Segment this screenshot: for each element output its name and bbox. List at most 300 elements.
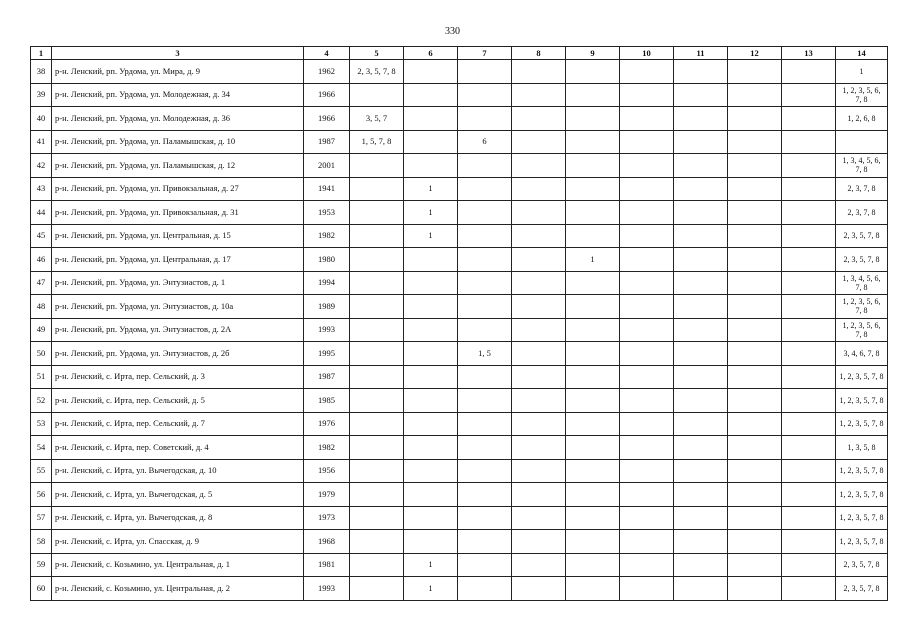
table-cell-col-14: 2, 3, 5, 7, 8 — [836, 553, 888, 577]
table-row — [31, 318, 888, 342]
table-cell-col-8 — [512, 177, 566, 201]
table-cell-col-9 — [566, 506, 620, 530]
table-cell-col-5 — [350, 436, 404, 460]
table-cell-col-8 — [512, 342, 566, 366]
table-row — [31, 412, 888, 436]
table-cell-col-11 — [674, 483, 728, 507]
table-cell-col-8 — [512, 412, 566, 436]
table-row — [31, 342, 888, 366]
table-cell-col-4: 1994 — [304, 271, 350, 295]
table-cell-col-1: 42 — [31, 154, 52, 178]
table-cell-col-3: р-н. Ленский, рп. Урдома, ул. Привокзальная, д. 27 — [52, 177, 304, 201]
table-cell-col-8 — [512, 295, 566, 319]
table-cell-col-6: 1 — [404, 553, 458, 577]
table-cell-col-5 — [350, 365, 404, 389]
table-cell-col-4: 1982 — [304, 436, 350, 460]
table-cell-col-11 — [674, 459, 728, 483]
table-cell-col-5 — [350, 224, 404, 248]
table-cell-col-14 — [836, 130, 888, 154]
table-cell-col-1: 40 — [31, 107, 52, 131]
table-cell-col-3: р-н. Ленский, рп. Урдома, ул. Энтузиастов, д. 1 — [52, 271, 304, 295]
table-cell-col-6: 1 — [404, 224, 458, 248]
table-row — [31, 60, 888, 84]
table-cell-col-9 — [566, 83, 620, 107]
table-cell-col-9 — [566, 201, 620, 225]
table-cell-col-14: 2, 3, 5, 7, 8 — [836, 248, 888, 272]
table-cell-col-5 — [350, 318, 404, 342]
table-cell-col-8 — [512, 389, 566, 413]
table-cell-col-6 — [404, 412, 458, 436]
table-cell-col-9 — [566, 107, 620, 131]
table-cell-col-8 — [512, 436, 566, 460]
table-cell-col-1: 44 — [31, 201, 52, 225]
table-row — [31, 295, 888, 319]
table-cell-col-4: 1968 — [304, 530, 350, 554]
table-cell-col-7 — [458, 412, 512, 436]
table-cell-col-10 — [620, 530, 674, 554]
table-cell-col-5: 1, 5, 7, 8 — [350, 130, 404, 154]
table-cell-col-14: 1, 2, 3, 5, 7, 8 — [836, 483, 888, 507]
table-cell-col-8 — [512, 553, 566, 577]
table-cell-col-1: 49 — [31, 318, 52, 342]
table-cell-col-11 — [674, 342, 728, 366]
table-cell-col-7 — [458, 389, 512, 413]
table-cell-col-13 — [782, 224, 836, 248]
table-cell-col-6 — [404, 342, 458, 366]
table-cell-col-4: 1989 — [304, 295, 350, 319]
table-cell-col-7 — [458, 506, 512, 530]
table-cell-col-13 — [782, 506, 836, 530]
table-cell-col-5 — [350, 459, 404, 483]
table-cell-col-8 — [512, 483, 566, 507]
table-cell-col-6 — [404, 483, 458, 507]
table-cell-col-9 — [566, 177, 620, 201]
table-cell-col-1: 53 — [31, 412, 52, 436]
table-cell-col-3: р-н. Ленский, с. Ирта, ул. Вычегодская, д. 10 — [52, 459, 304, 483]
table-cell-col-3: р-н. Ленский, с. Ирта, ул. Вычегодская, д. 5 — [52, 483, 304, 507]
table-cell-col-6: 1 — [404, 177, 458, 201]
table-cell-col-6 — [404, 318, 458, 342]
table-cell-col-9 — [566, 60, 620, 84]
table-cell-col-14: 1, 2, 3, 5, 6, 7, 8 — [836, 295, 888, 319]
table-row — [31, 224, 888, 248]
table-cell-col-7 — [458, 553, 512, 577]
table-cell-col-13 — [782, 295, 836, 319]
table-row — [31, 553, 888, 577]
table-cell-col-11 — [674, 318, 728, 342]
table-cell-col-6 — [404, 60, 458, 84]
page-number: 330 — [445, 26, 460, 37]
table-cell-col-10 — [620, 271, 674, 295]
table-cell-col-7: 1, 5 — [458, 342, 512, 366]
table-cell-col-6 — [404, 295, 458, 319]
column-header-7: 7 — [458, 47, 512, 60]
table-cell-col-13 — [782, 177, 836, 201]
table-cell-col-3: р-н. Ленский, с. Ирта, ул. Спасская, д. 9 — [52, 530, 304, 554]
column-header-11: 11 — [674, 47, 728, 60]
table-cell-col-5 — [350, 412, 404, 436]
table-cell-col-7 — [458, 271, 512, 295]
table-cell-col-12 — [728, 83, 782, 107]
table-cell-col-5 — [350, 342, 404, 366]
table-cell-col-8 — [512, 107, 566, 131]
table-cell-col-8 — [512, 154, 566, 178]
table-cell-col-5 — [350, 83, 404, 107]
table-header — [31, 47, 888, 60]
table-row — [31, 248, 888, 272]
table-cell-col-5 — [350, 506, 404, 530]
table-cell-col-13 — [782, 553, 836, 577]
table-cell-col-9: 1 — [566, 248, 620, 272]
table-cell-col-14: 1 — [836, 60, 888, 84]
table-cell-col-10 — [620, 154, 674, 178]
table-cell-col-4: 1956 — [304, 459, 350, 483]
table-cell-col-7 — [458, 201, 512, 225]
table-cell-col-12 — [728, 483, 782, 507]
table-cell-col-10 — [620, 248, 674, 272]
table-cell-col-14: 1, 2, 3, 5, 7, 8 — [836, 459, 888, 483]
table-cell-col-13 — [782, 318, 836, 342]
table-cell-col-1: 60 — [31, 577, 52, 601]
table-cell-col-13 — [782, 436, 836, 460]
table-cell-col-12 — [728, 530, 782, 554]
table-cell-col-11 — [674, 201, 728, 225]
table-cell-col-1: 48 — [31, 295, 52, 319]
table-cell-col-3: р-н. Ленский, рп. Урдома, ул. Паламышская, д. 10 — [52, 130, 304, 154]
table-cell-col-4: 1953 — [304, 201, 350, 225]
column-header-1: 1 — [31, 47, 52, 60]
table-row — [31, 530, 888, 554]
table-cell-col-8 — [512, 506, 566, 530]
table-cell-col-6 — [404, 389, 458, 413]
table-cell-col-12 — [728, 201, 782, 225]
table-cell-col-12 — [728, 318, 782, 342]
header-row — [31, 47, 888, 60]
table-cell-col-5 — [350, 177, 404, 201]
table-cell-col-8 — [512, 224, 566, 248]
table-cell-col-14: 2, 3, 7, 8 — [836, 177, 888, 201]
table-cell-col-12 — [728, 271, 782, 295]
table-cell-col-5 — [350, 389, 404, 413]
table-cell-col-10 — [620, 459, 674, 483]
table-cell-col-10 — [620, 177, 674, 201]
table-cell-col-14: 1, 2, 3, 5, 6, 7, 8 — [836, 83, 888, 107]
table-cell-col-11 — [674, 365, 728, 389]
table-cell-col-14: 2, 3, 5, 7, 8 — [836, 224, 888, 248]
column-header-5: 5 — [350, 47, 404, 60]
table-cell-col-1: 45 — [31, 224, 52, 248]
table-row — [31, 389, 888, 413]
table-cell-col-3: р-н. Ленский, рп. Урдома, ул. Паламышская, д. 12 — [52, 154, 304, 178]
table-cell-col-11 — [674, 530, 728, 554]
table-cell-col-1: 39 — [31, 83, 52, 107]
table-cell-col-4: 1995 — [304, 342, 350, 366]
table-cell-col-12 — [728, 342, 782, 366]
column-header-12: 12 — [728, 47, 782, 60]
table-cell-col-12 — [728, 459, 782, 483]
table-cell-col-4: 1941 — [304, 177, 350, 201]
table-cell-col-13 — [782, 107, 836, 131]
table-cell-col-7 — [458, 483, 512, 507]
table-cell-col-10 — [620, 83, 674, 107]
table-row — [31, 177, 888, 201]
table-cell-col-1: 54 — [31, 436, 52, 460]
table-cell-col-10 — [620, 436, 674, 460]
table-cell-col-9 — [566, 271, 620, 295]
column-header-3: 3 — [52, 47, 304, 60]
table-cell-col-6 — [404, 459, 458, 483]
table-cell-col-3: р-н. Ленский, с. Козьмино, ул. Центральная, д. 2 — [52, 577, 304, 601]
table-cell-col-4: 1973 — [304, 506, 350, 530]
table-cell-col-4: 1962 — [304, 60, 350, 84]
table-cell-col-1: 51 — [31, 365, 52, 389]
table-cell-col-8 — [512, 318, 566, 342]
table-cell-col-3: р-н. Ленский, рп. Урдома, ул. Центральная, д. 17 — [52, 248, 304, 272]
column-header-9: 9 — [566, 47, 620, 60]
table-cell-col-5 — [350, 483, 404, 507]
table-row — [31, 365, 888, 389]
table-cell-col-4: 1979 — [304, 483, 350, 507]
table-cell-col-3: р-н. Ленский, с. Ирта, пер. Советский, д. 4 — [52, 436, 304, 460]
table-cell-col-9 — [566, 154, 620, 178]
table-cell-col-10 — [620, 201, 674, 225]
table-cell-col-4: 1987 — [304, 365, 350, 389]
table-cell-col-14: 1, 2, 3, 5, 7, 8 — [836, 412, 888, 436]
table-cell-col-14: 1, 3, 4, 5, 6, 7, 8 — [836, 154, 888, 178]
table-cell-col-11 — [674, 60, 728, 84]
table-cell-col-7 — [458, 83, 512, 107]
table-cell-col-13 — [782, 154, 836, 178]
table-cell-col-1: 57 — [31, 506, 52, 530]
table-cell-col-11 — [674, 295, 728, 319]
table-cell-col-5 — [350, 577, 404, 601]
table-cell-col-3: р-н. Ленский, рп. Урдома, ул. Энтузиастов, д. 10а — [52, 295, 304, 319]
table-cell-col-8 — [512, 271, 566, 295]
table-cell-col-4: 1966 — [304, 107, 350, 131]
table-row — [31, 83, 888, 107]
table-cell-col-3: р-н. Ленский, с. Ирта, пер. Сельский, д. 5 — [52, 389, 304, 413]
table-cell-col-11 — [674, 389, 728, 413]
table-cell-col-12 — [728, 389, 782, 413]
table-cell-col-3: р-н. Ленский, рп. Урдома, ул. Мира, д. 9 — [52, 60, 304, 84]
table-cell-col-7 — [458, 107, 512, 131]
table-cell-col-13 — [782, 483, 836, 507]
table-cell-col-6 — [404, 83, 458, 107]
table-cell-col-7 — [458, 530, 512, 554]
table-cell-col-14: 1, 2, 3, 5, 6, 7, 8 — [836, 318, 888, 342]
table-cell-col-6 — [404, 271, 458, 295]
table-cell-col-6 — [404, 107, 458, 131]
table-cell-col-6 — [404, 530, 458, 554]
table-cell-col-13 — [782, 248, 836, 272]
table-cell-col-1: 58 — [31, 530, 52, 554]
table-cell-col-7 — [458, 60, 512, 84]
table-cell-col-3: р-н. Ленский, с. Козьмино, ул. Центральная, д. 1 — [52, 553, 304, 577]
table-cell-col-11 — [674, 412, 728, 436]
table-cell-col-13 — [782, 365, 836, 389]
table-cell-col-13 — [782, 201, 836, 225]
table-row — [31, 506, 888, 530]
table-cell-col-10 — [620, 389, 674, 413]
table-cell-col-6 — [404, 154, 458, 178]
table-cell-col-5 — [350, 295, 404, 319]
table-cell-col-10 — [620, 412, 674, 436]
table-cell-col-1: 47 — [31, 271, 52, 295]
table-cell-col-5: 2, 3, 5, 7, 8 — [350, 60, 404, 84]
table-cell-col-9 — [566, 530, 620, 554]
table-cell-col-13 — [782, 389, 836, 413]
table-cell-col-14: 1, 3, 4, 5, 6, 7, 8 — [836, 271, 888, 295]
table-cell-col-14: 3, 4, 6, 7, 8 — [836, 342, 888, 366]
table-cell-col-1: 59 — [31, 553, 52, 577]
table-cell-col-7 — [458, 365, 512, 389]
table-cell-col-10 — [620, 577, 674, 601]
table-cell-col-9 — [566, 459, 620, 483]
table-cell-col-5 — [350, 530, 404, 554]
table-cell-col-1: 50 — [31, 342, 52, 366]
table-cell-col-5 — [350, 154, 404, 178]
table-cell-col-14: 1, 2, 3, 5, 7, 8 — [836, 389, 888, 413]
table-cell-col-10 — [620, 295, 674, 319]
table-cell-col-3: р-н. Ленский, рп. Урдома, ул. Энтузиастов, д. 2б — [52, 342, 304, 366]
column-header-6: 6 — [404, 47, 458, 60]
table-row — [31, 201, 888, 225]
table-cell-col-9 — [566, 412, 620, 436]
table-cell-col-9 — [566, 483, 620, 507]
column-header-8: 8 — [512, 47, 566, 60]
table-cell-col-1: 55 — [31, 459, 52, 483]
table-cell-col-11 — [674, 506, 728, 530]
table-cell-col-9 — [566, 577, 620, 601]
table-cell-col-12 — [728, 130, 782, 154]
table-body — [31, 60, 888, 601]
table-cell-col-6 — [404, 506, 458, 530]
table-cell-col-10 — [620, 107, 674, 131]
table-cell-col-9 — [566, 436, 620, 460]
table-cell-col-6 — [404, 248, 458, 272]
table-cell-col-1: 46 — [31, 248, 52, 272]
table-cell-col-12 — [728, 224, 782, 248]
table-cell-col-11 — [674, 177, 728, 201]
table-cell-col-1: 38 — [31, 60, 52, 84]
table-cell-col-5 — [350, 553, 404, 577]
table-cell-col-8 — [512, 365, 566, 389]
table-cell-col-8 — [512, 201, 566, 225]
table-cell-col-14: 1, 2, 3, 5, 7, 8 — [836, 530, 888, 554]
table-cell-col-4: 1980 — [304, 248, 350, 272]
table-cell-col-11 — [674, 577, 728, 601]
table-cell-col-6: 1 — [404, 201, 458, 225]
table-cell-col-11 — [674, 154, 728, 178]
table-cell-col-8 — [512, 130, 566, 154]
table-cell-col-3: р-н. Ленский, с. Ирта, ул. Вычегодская, д. 8 — [52, 506, 304, 530]
table-cell-col-5 — [350, 271, 404, 295]
table-cell-col-13 — [782, 271, 836, 295]
table-cell-col-7 — [458, 577, 512, 601]
table-row — [31, 154, 888, 178]
table-cell-col-6 — [404, 436, 458, 460]
table-row — [31, 130, 888, 154]
table-cell-col-7 — [458, 248, 512, 272]
table-cell-col-8 — [512, 83, 566, 107]
table-cell-col-4: 1976 — [304, 412, 350, 436]
table-cell-col-7 — [458, 295, 512, 319]
column-header-4: 4 — [304, 47, 350, 60]
table-row — [31, 577, 888, 601]
table-cell-col-8 — [512, 459, 566, 483]
table-cell-col-12 — [728, 107, 782, 131]
column-header-14: 14 — [836, 47, 888, 60]
table-cell-col-9 — [566, 365, 620, 389]
table-cell-col-9 — [566, 295, 620, 319]
register-table — [30, 46, 888, 601]
table-cell-col-3: р-н. Ленский, рп. Урдома, ул. Привокзальная, д. 31 — [52, 201, 304, 225]
table-cell-col-3: р-н. Ленский, рп. Урдома, ул. Молодежная, д. 36 — [52, 107, 304, 131]
table-cell-col-4: 1982 — [304, 224, 350, 248]
table-cell-col-10 — [620, 365, 674, 389]
table-cell-col-14: 1, 3, 5, 8 — [836, 436, 888, 460]
table-cell-col-10 — [620, 224, 674, 248]
table-row — [31, 107, 888, 131]
table-row — [31, 271, 888, 295]
table-cell-col-12 — [728, 60, 782, 84]
table-cell-col-10 — [620, 342, 674, 366]
table-cell-col-13 — [782, 60, 836, 84]
table-cell-col-3: р-н. Ленский, с. Ирта, пер. Сельский, д. 3 — [52, 365, 304, 389]
table-cell-col-14: 1, 2, 3, 5, 7, 8 — [836, 365, 888, 389]
table-cell-col-11 — [674, 130, 728, 154]
table-cell-col-10 — [620, 506, 674, 530]
table-cell-col-11 — [674, 553, 728, 577]
table-cell-col-4: 1981 — [304, 553, 350, 577]
table-cell-col-4: 1966 — [304, 83, 350, 107]
table-cell-col-12 — [728, 177, 782, 201]
table-cell-col-8 — [512, 60, 566, 84]
table-cell-col-14: 1, 2, 6, 8 — [836, 107, 888, 131]
table-cell-col-5 — [350, 201, 404, 225]
table-cell-col-13 — [782, 577, 836, 601]
table-cell-col-12 — [728, 248, 782, 272]
table-cell-col-3: р-н. Ленский, с. Ирта, пер. Сельский, д. 7 — [52, 412, 304, 436]
table-cell-col-14: 2, 3, 5, 7, 8 — [836, 577, 888, 601]
table-cell-col-11 — [674, 436, 728, 460]
table-cell-col-12 — [728, 553, 782, 577]
table-cell-col-13 — [782, 342, 836, 366]
table-cell-col-12 — [728, 436, 782, 460]
table-cell-col-9 — [566, 130, 620, 154]
table-cell-col-6 — [404, 130, 458, 154]
table-cell-col-7 — [458, 459, 512, 483]
table-cell-col-1: 41 — [31, 130, 52, 154]
table-cell-col-3: р-н. Ленский, рп. Урдома, ул. Молодежная, д. 34 — [52, 83, 304, 107]
table-cell-col-11 — [674, 224, 728, 248]
table-cell-col-10 — [620, 318, 674, 342]
table-cell-col-13 — [782, 530, 836, 554]
table-cell-col-10 — [620, 130, 674, 154]
table-cell-col-9 — [566, 553, 620, 577]
table-row — [31, 483, 888, 507]
table-cell-col-14: 1, 2, 3, 5, 7, 8 — [836, 506, 888, 530]
table-cell-col-8 — [512, 248, 566, 272]
table-cell-col-7: 6 — [458, 130, 512, 154]
table-cell-col-8 — [512, 530, 566, 554]
table-cell-col-11 — [674, 271, 728, 295]
table-cell-col-12 — [728, 295, 782, 319]
table-cell-col-6 — [404, 365, 458, 389]
table-cell-col-12 — [728, 506, 782, 530]
table-cell-col-13 — [782, 459, 836, 483]
table-cell-col-9 — [566, 389, 620, 413]
